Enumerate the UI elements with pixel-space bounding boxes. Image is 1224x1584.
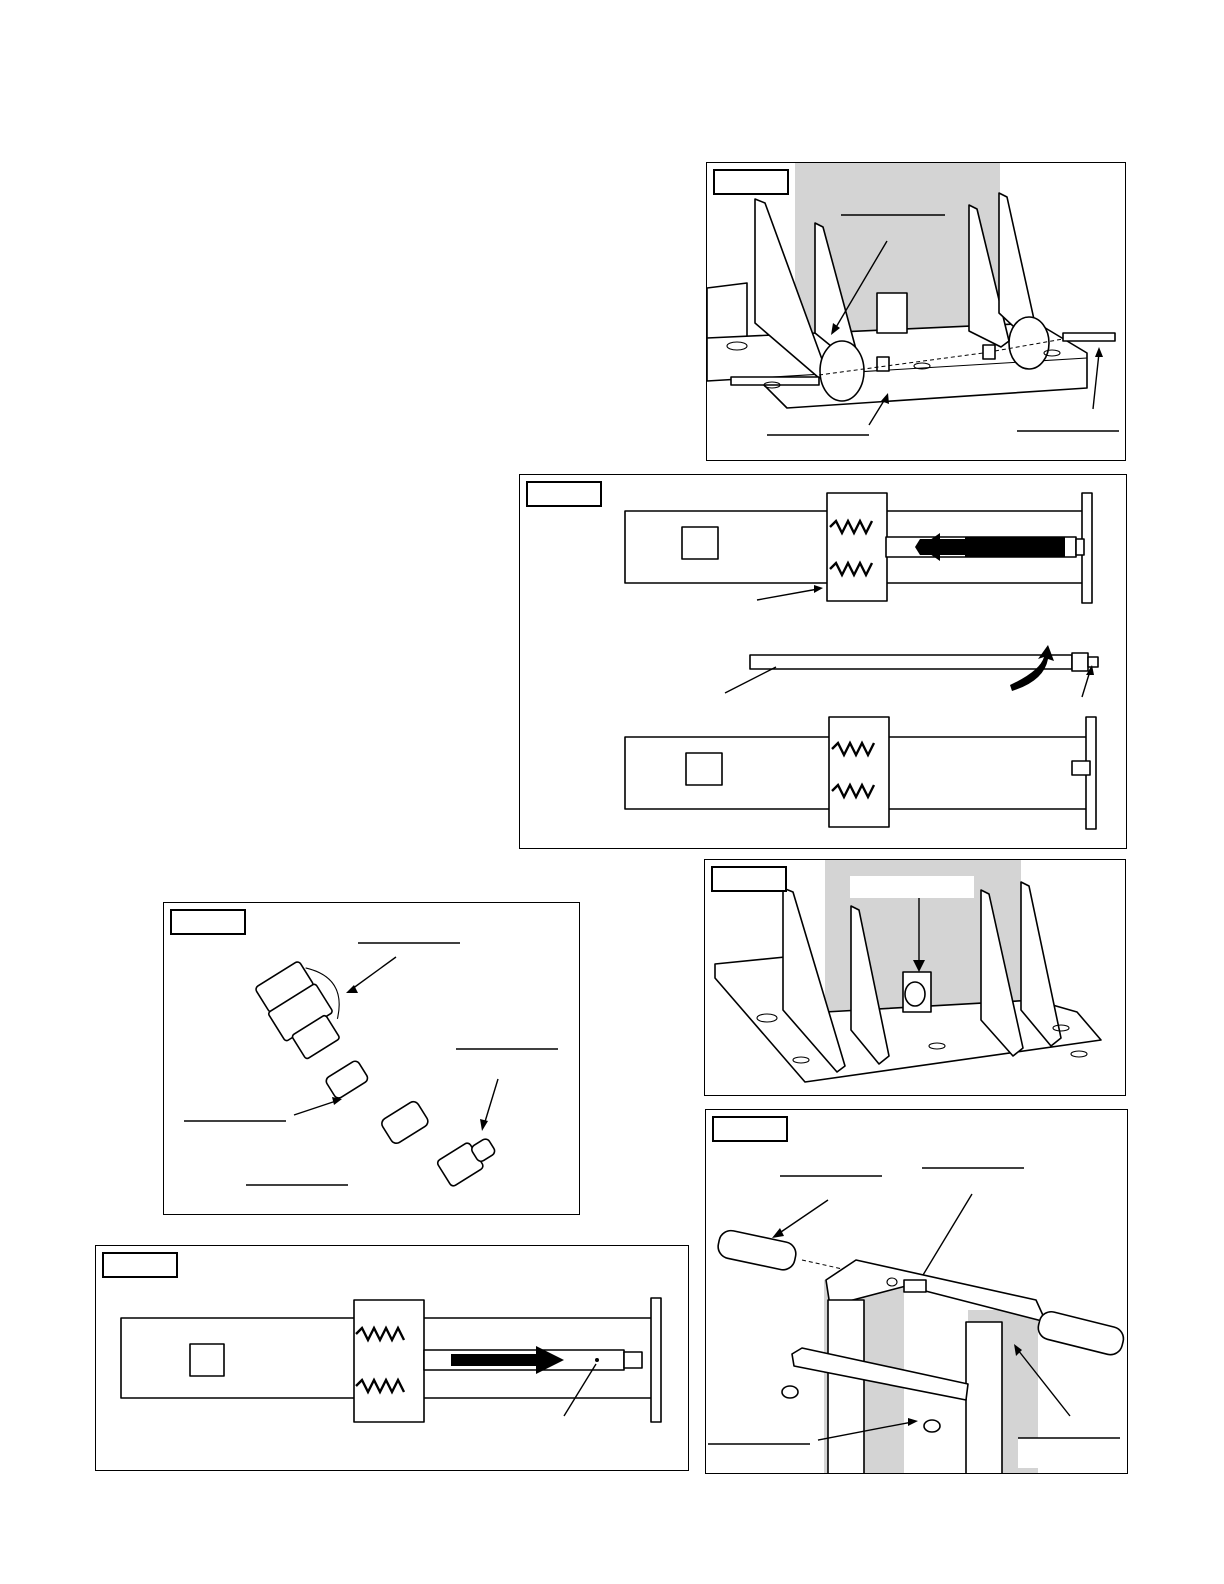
figure-cylinder-install [95,1245,689,1471]
fitting-location-illustration [705,860,1126,1096]
pivot-base-illustration [707,163,1126,461]
figure-fitting-location [704,859,1126,1096]
figure-pivot-base [706,162,1126,461]
figure-fitting-components [163,902,580,1215]
cylinder-install-illustration [96,1246,689,1471]
figure-handle-assembly [705,1109,1128,1474]
figure-tag [526,481,602,507]
fitting-components-illustration [164,903,580,1215]
figure-tag [711,866,787,892]
figure-tag [102,1252,178,1278]
figure-tag [170,909,246,935]
figure-cylinder-removal [519,474,1127,849]
figure-tag [713,169,789,195]
figure-tag [712,1116,788,1142]
cylinder-removal-illustration [520,475,1127,849]
handle-assembly-illustration [706,1110,1128,1474]
